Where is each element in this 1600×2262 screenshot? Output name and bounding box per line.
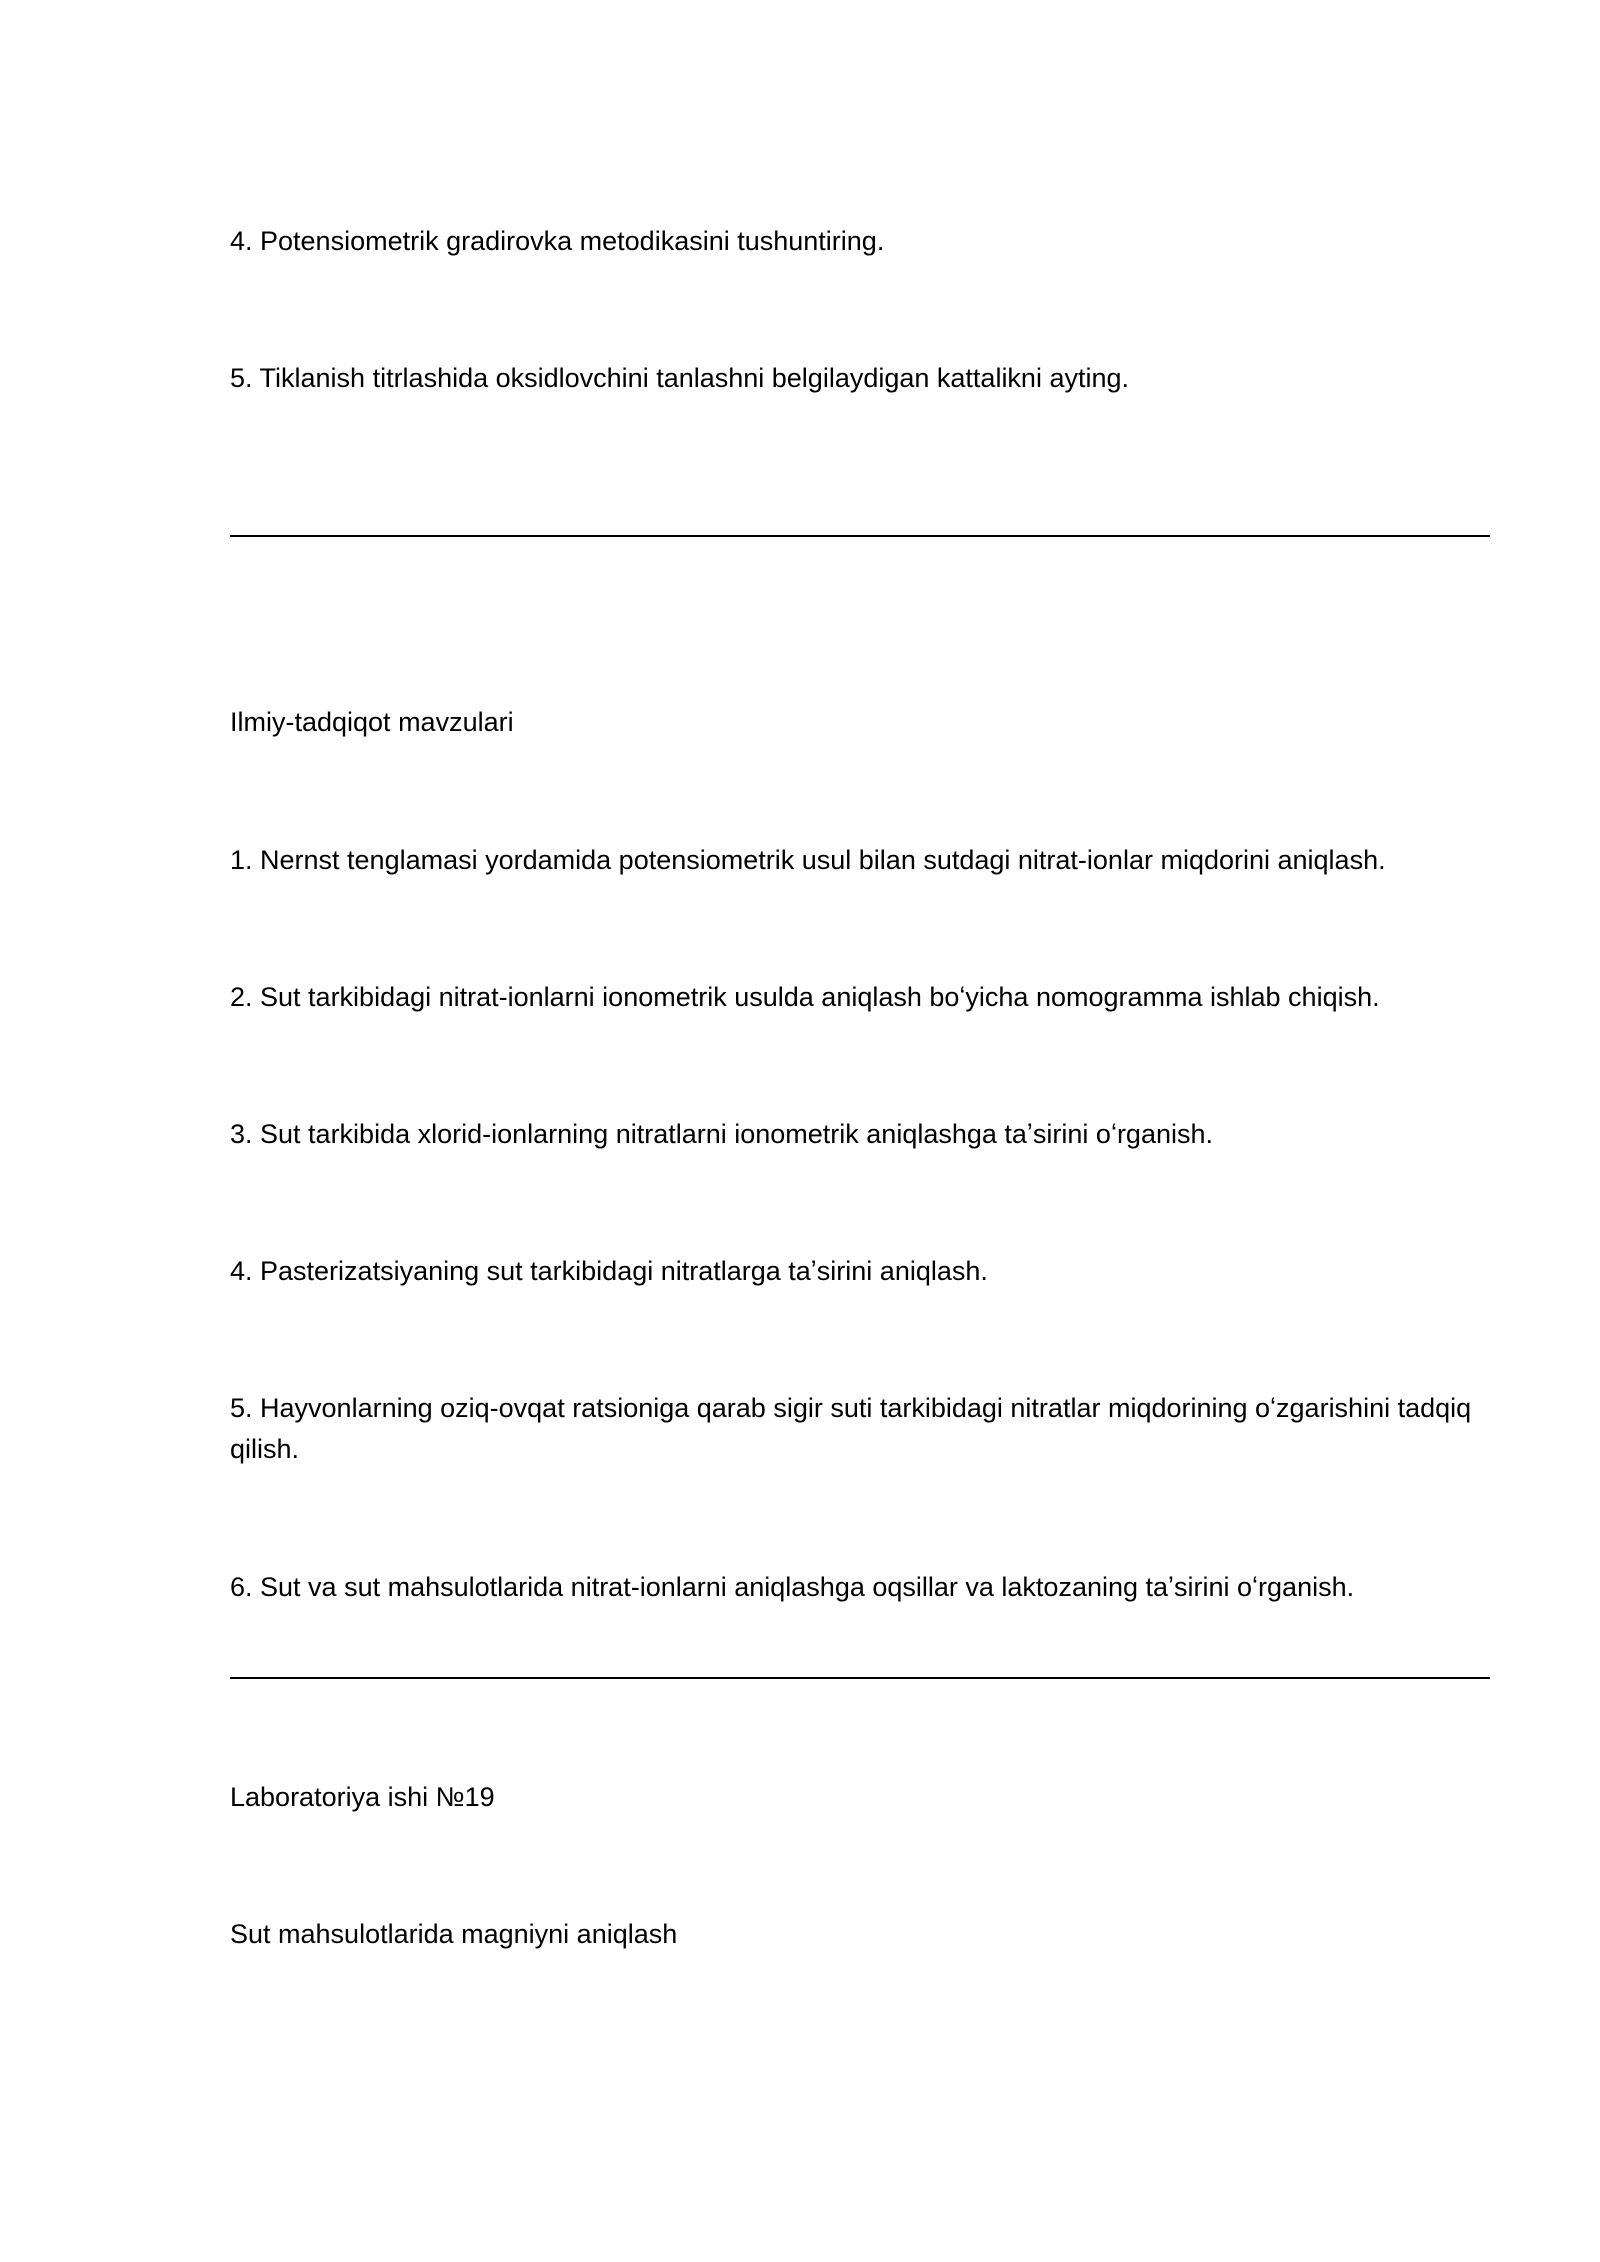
lab-title: Laboratoriya ishi №19 bbox=[230, 1782, 495, 1812]
research-topic-4: 4. Pasterizatsiyaning sut tarkibidagi nitratlarga taʼsirini aniqlash. bbox=[230, 1256, 988, 1286]
section-divider bbox=[230, 1677, 1490, 1679]
research-topic-1: 1. Nernst tenglamasi yordamida potensiometrik usul bilan sutdagi nitrat-ionlar miqdorini aniqlash. bbox=[230, 845, 1386, 875]
question-5: 5. Tiklanish titrlashida oksidlovchini tanlashni belgilaydigan kattalikni ayting. bbox=[230, 363, 1130, 393]
research-topic-2: 2. Sut tarkibidagi nitrat-ionlarni ionometrik usulda aniqlash boʻyicha nomogramma ishlab chiqish. bbox=[230, 982, 1380, 1012]
research-topic-5: 5. Hayvonlarning oziq-ovqat ratsioniga qarab sigir suti tarkibidagi nitratlar miqdorining oʻzgarishini tadqiq qilish. bbox=[230, 1393, 1472, 1464]
section-divider bbox=[230, 535, 1490, 537]
question-4: 4. Potensiometrik gradirovka metodikasini tushuntiring. bbox=[230, 226, 885, 256]
research-topic-3: 3. Sut tarkibida xlorid-ionlarning nitratlarni ionometrik aniqlashga taʼsirini oʻrganish. bbox=[230, 1119, 1213, 1149]
lab-subtitle: Sut mahsulotlarida magniyni aniqlash bbox=[230, 1919, 678, 1949]
research-heading: Ilmiy-tadqiqot mavzulari bbox=[230, 707, 514, 737]
research-topic-6: 6. Sut va sut mahsulotlarida nitrat-ionlarni aniqlashga oqsillar va laktozaning taʼsirini oʻrganish. bbox=[230, 1572, 1355, 1602]
